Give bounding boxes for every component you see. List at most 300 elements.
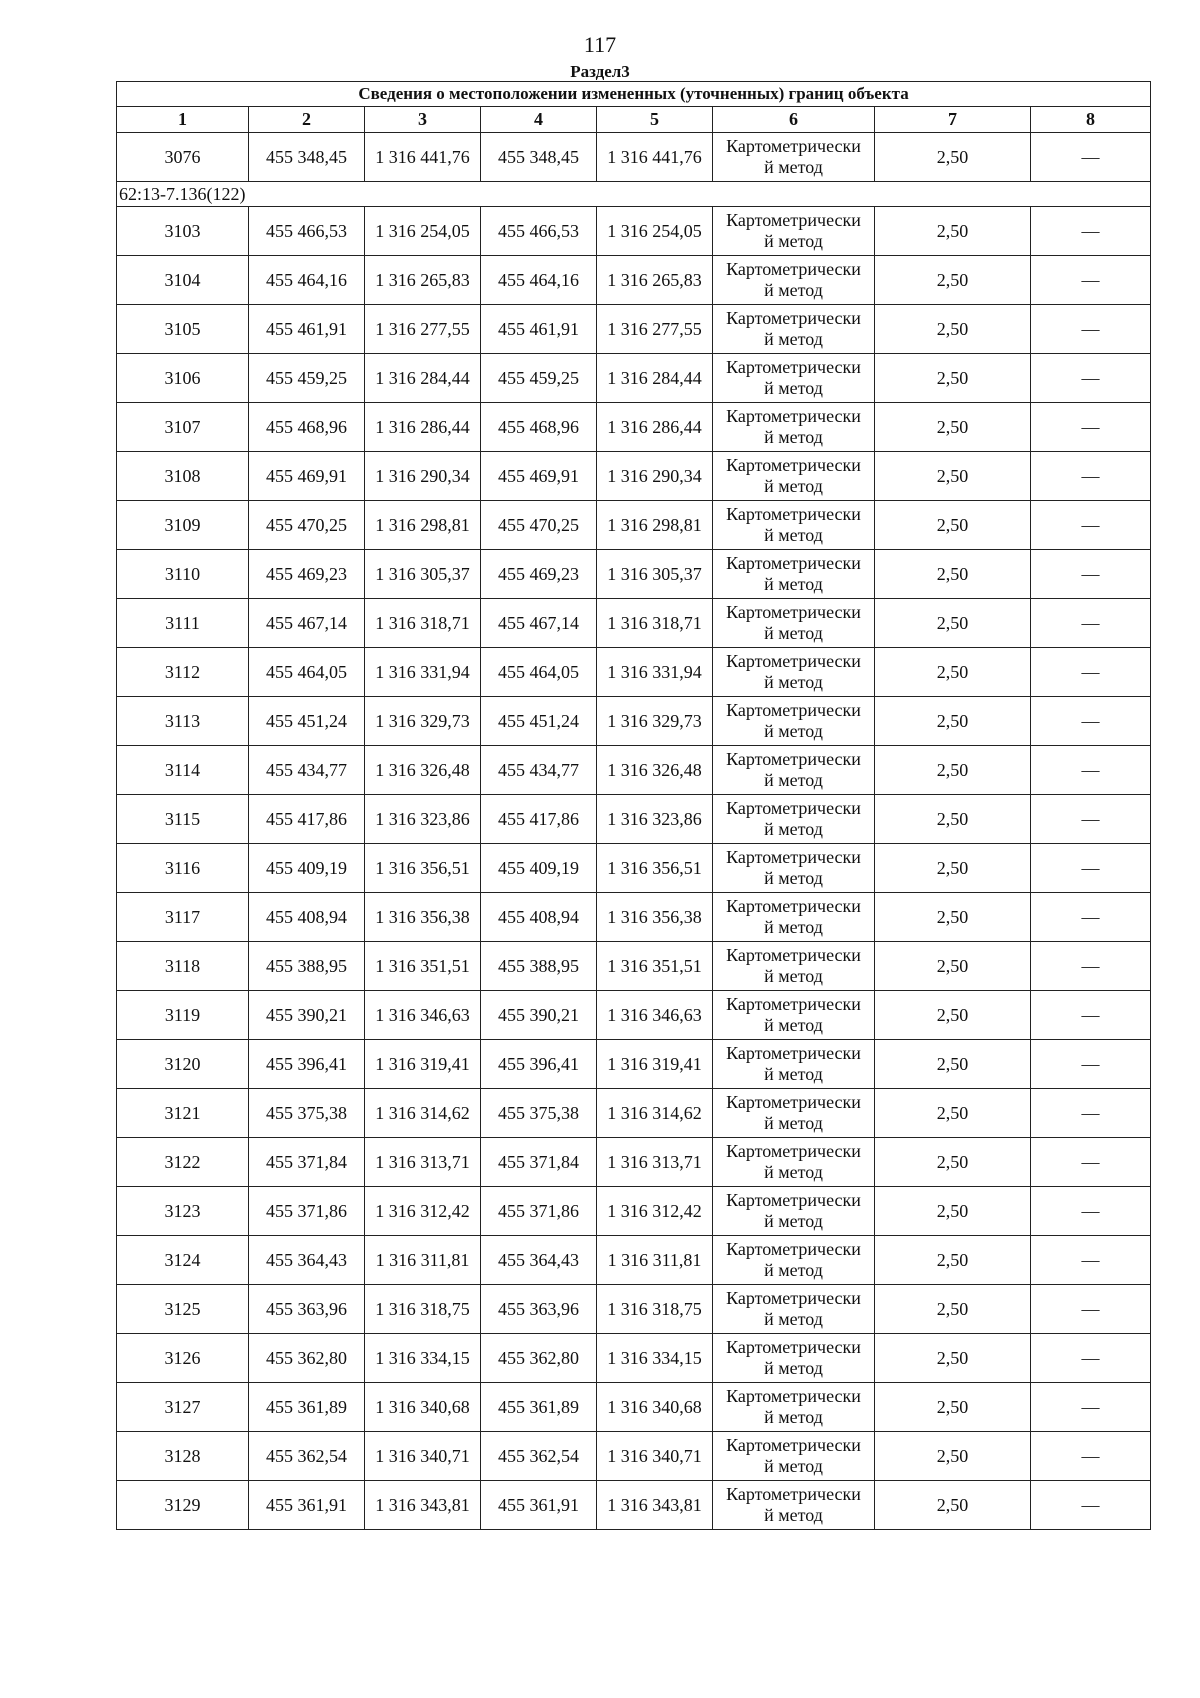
table-row	[117, 746, 1151, 795]
table-row	[117, 452, 1151, 501]
point-number-cell: 3114	[117, 746, 249, 795]
y-existing-cell: 1 316 277,55	[365, 305, 481, 354]
accuracy-cell: 2,50	[875, 305, 1031, 354]
point-number-cell: 3103	[117, 207, 249, 256]
method-cell	[713, 1187, 875, 1236]
y-existing-cell: 1 316 298,81	[365, 501, 481, 550]
column-header: 4	[481, 107, 597, 133]
table-caption-row	[117, 82, 1151, 107]
method-cell	[713, 1236, 875, 1285]
method-line-2: й метод	[764, 623, 823, 643]
y-existing-cell: 1 316 340,68	[365, 1383, 481, 1432]
note-cell: —	[1031, 305, 1151, 354]
accuracy-cell: 2,50	[875, 697, 1031, 746]
y-existing-cell: 1 316 318,75	[365, 1285, 481, 1334]
x-refined-cell: 455 361,91	[481, 1481, 597, 1530]
table-row	[117, 991, 1151, 1040]
y-existing-cell: 1 316 329,73	[365, 697, 481, 746]
note-cell: —	[1031, 1481, 1151, 1530]
table-row	[117, 795, 1151, 844]
x-existing-cell: 455 467,14	[249, 599, 365, 648]
y-refined-cell: 1 316 356,38	[597, 893, 713, 942]
y-refined-cell: 1 316 277,55	[597, 305, 713, 354]
y-refined-cell: 1 316 326,48	[597, 746, 713, 795]
x-refined-cell: 455 388,95	[481, 942, 597, 991]
table-row	[117, 893, 1151, 942]
y-existing-cell: 1 316 311,81	[365, 1236, 481, 1285]
x-existing-cell: 455 470,25	[249, 501, 365, 550]
y-refined-cell: 1 316 254,05	[597, 207, 713, 256]
note-cell: —	[1031, 942, 1151, 991]
point-number-cell: 3111	[117, 599, 249, 648]
x-refined-cell: 455 459,25	[481, 354, 597, 403]
method-cell	[713, 305, 875, 354]
table-row	[117, 501, 1151, 550]
method-line-2: й метод	[764, 1113, 823, 1133]
accuracy-cell: 2,50	[875, 1187, 1031, 1236]
x-existing-cell: 455 388,95	[249, 942, 365, 991]
method-cell	[713, 648, 875, 697]
method-cell	[713, 1383, 875, 1432]
y-refined-cell: 1 316 311,81	[597, 1236, 713, 1285]
x-refined-cell: 455 364,43	[481, 1236, 597, 1285]
x-existing-cell: 455 464,16	[249, 256, 365, 305]
x-refined-cell: 455 417,86	[481, 795, 597, 844]
table-row	[117, 1334, 1151, 1383]
page-number: 117	[583, 32, 617, 57]
note-cell: —	[1031, 1187, 1151, 1236]
y-refined-cell: 1 316 305,37	[597, 550, 713, 599]
x-refined-cell: 455 362,80	[481, 1334, 597, 1383]
method-line-2: й метод	[764, 672, 823, 692]
accuracy-cell: 2,50	[875, 354, 1031, 403]
y-refined-cell: 1 316 319,41	[597, 1040, 713, 1089]
method-line-1: Картометрически	[726, 1386, 861, 1406]
table-row	[117, 599, 1151, 648]
point-number-cell: 3129	[117, 1481, 249, 1530]
point-number-cell: 3116	[117, 844, 249, 893]
method-line-1: Картометрически	[726, 1239, 861, 1259]
x-existing-cell: 455 461,91	[249, 305, 365, 354]
accuracy-cell: 2,50	[875, 942, 1031, 991]
method-cell	[713, 1285, 875, 1334]
method-line-2: й метод	[764, 231, 823, 251]
table-row	[117, 403, 1151, 452]
x-existing-cell: 455 469,23	[249, 550, 365, 599]
note-cell: —	[1031, 133, 1151, 182]
point-number-cell: 3123	[117, 1187, 249, 1236]
point-number-cell: 3104	[117, 256, 249, 305]
y-refined-cell: 1 316 351,51	[597, 942, 713, 991]
y-existing-cell: 1 316 314,62	[365, 1089, 481, 1138]
point-number-cell: 3108	[117, 452, 249, 501]
method-line-2: й метод	[764, 868, 823, 888]
note-cell: —	[1031, 746, 1151, 795]
x-existing-cell: 455 464,05	[249, 648, 365, 697]
method-line-2: й метод	[764, 427, 823, 447]
y-existing-cell: 1 316 340,71	[365, 1432, 481, 1481]
point-number-cell: 3127	[117, 1383, 249, 1432]
method-cell	[713, 1089, 875, 1138]
point-number-cell: 3117	[117, 893, 249, 942]
table-row	[117, 1432, 1151, 1481]
accuracy-cell: 2,50	[875, 207, 1031, 256]
x-existing-cell: 455 375,38	[249, 1089, 365, 1138]
x-refined-cell: 455 390,21	[481, 991, 597, 1040]
column-header: 6	[713, 107, 875, 133]
note-cell: —	[1031, 599, 1151, 648]
y-refined-cell: 1 316 323,86	[597, 795, 713, 844]
method-line-1: Картометрически	[726, 994, 861, 1014]
x-existing-cell: 455 469,91	[249, 452, 365, 501]
x-existing-cell: 455 362,80	[249, 1334, 365, 1383]
x-existing-cell: 455 361,89	[249, 1383, 365, 1432]
method-line-1: Картометрически	[726, 1092, 861, 1112]
column-number-row	[117, 107, 1151, 133]
table-row	[117, 697, 1151, 746]
y-refined-cell: 1 316 286,44	[597, 403, 713, 452]
method-line-2: й метод	[764, 1015, 823, 1035]
accuracy-cell: 2,50	[875, 1383, 1031, 1432]
accuracy-cell: 2,50	[875, 893, 1031, 942]
point-number-cell: 3122	[117, 1138, 249, 1187]
accuracy-cell: 2,50	[875, 1285, 1031, 1334]
method-cell	[713, 942, 875, 991]
y-refined-cell: 1 316 334,15	[597, 1334, 713, 1383]
accuracy-cell: 2,50	[875, 550, 1031, 599]
method-line-2: й метод	[764, 1260, 823, 1280]
column-header: 8	[1031, 107, 1151, 133]
method-line-1: Картометрически	[726, 504, 861, 524]
method-line-1: Картометрически	[726, 1288, 861, 1308]
point-number-cell: 3110	[117, 550, 249, 599]
method-line-2: й метод	[764, 1505, 823, 1525]
method-line-1: Картометрически	[726, 553, 861, 573]
point-number-cell: 3118	[117, 942, 249, 991]
method-cell	[713, 1481, 875, 1530]
y-existing-cell: 1 316 254,05	[365, 207, 481, 256]
method-line-1: Картометрически	[726, 308, 861, 328]
column-header: 3	[365, 107, 481, 133]
table-row	[117, 256, 1151, 305]
method-line-2: й метод	[764, 1358, 823, 1378]
x-refined-cell: 455 464,16	[481, 256, 597, 305]
y-existing-cell: 1 316 356,38	[365, 893, 481, 942]
y-refined-cell: 1 316 329,73	[597, 697, 713, 746]
table-row	[117, 354, 1151, 403]
y-existing-cell: 1 316 343,81	[365, 1481, 481, 1530]
accuracy-cell: 2,50	[875, 1089, 1031, 1138]
table-row	[117, 1236, 1151, 1285]
x-refined-cell: 455 362,54	[481, 1432, 597, 1481]
method-line-2: й метод	[764, 329, 823, 349]
method-cell	[713, 697, 875, 746]
accuracy-cell: 2,50	[875, 1334, 1031, 1383]
x-refined-cell: 455 451,24	[481, 697, 597, 746]
point-number-cell: 3120	[117, 1040, 249, 1089]
y-refined-cell: 1 316 346,63	[597, 991, 713, 1040]
note-cell: —	[1031, 256, 1151, 305]
y-existing-cell: 1 316 313,71	[365, 1138, 481, 1187]
y-existing-cell: 1 316 334,15	[365, 1334, 481, 1383]
method-cell	[713, 746, 875, 795]
note-cell: —	[1031, 501, 1151, 550]
x-existing-cell: 455 408,94	[249, 893, 365, 942]
table-row	[117, 844, 1151, 893]
y-refined-cell: 1 316 331,94	[597, 648, 713, 697]
x-refined-cell: 455 468,96	[481, 403, 597, 452]
y-existing-cell: 1 316 346,63	[365, 991, 481, 1040]
method-line-2: й метод	[764, 525, 823, 545]
method-line-2: й метод	[764, 476, 823, 496]
y-refined-cell: 1 316 290,34	[597, 452, 713, 501]
parcel-group-row	[117, 182, 1151, 207]
y-refined-cell: 1 316 312,42	[597, 1187, 713, 1236]
note-cell: —	[1031, 1138, 1151, 1187]
note-cell: —	[1031, 1285, 1151, 1334]
x-refined-cell: 455 461,91	[481, 305, 597, 354]
method-cell	[713, 1334, 875, 1383]
note-cell: —	[1031, 452, 1151, 501]
table-row	[117, 133, 1151, 182]
table-row	[117, 1187, 1151, 1236]
note-cell: —	[1031, 1089, 1151, 1138]
method-line-2: й метод	[764, 770, 823, 790]
accuracy-cell: 2,50	[875, 1481, 1031, 1530]
accuracy-cell: 2,50	[875, 746, 1031, 795]
method-line-1: Картометрически	[726, 357, 861, 377]
note-cell: —	[1031, 1334, 1151, 1383]
accuracy-cell: 2,50	[875, 599, 1031, 648]
method-cell	[713, 550, 875, 599]
method-line-1: Картометрически	[726, 700, 861, 720]
accuracy-cell: 2,50	[875, 452, 1031, 501]
y-refined-cell: 1 316 318,71	[597, 599, 713, 648]
method-line-1: Картометрически	[726, 896, 861, 916]
point-number-cell: 3128	[117, 1432, 249, 1481]
x-refined-cell: 455 363,96	[481, 1285, 597, 1334]
method-line-1: Картометрически	[726, 798, 861, 818]
x-refined-cell: 455 408,94	[481, 893, 597, 942]
method-line-1: Картометрически	[726, 651, 861, 671]
point-number-cell: 3121	[117, 1089, 249, 1138]
method-cell	[713, 795, 875, 844]
note-cell: —	[1031, 1432, 1151, 1481]
accuracy-cell: 2,50	[875, 403, 1031, 452]
accuracy-cell: 2,50	[875, 795, 1031, 844]
y-refined-cell: 1 316 265,83	[597, 256, 713, 305]
note-cell: —	[1031, 550, 1151, 599]
point-number-cell: 3076	[117, 133, 249, 182]
y-existing-cell: 1 316 351,51	[365, 942, 481, 991]
x-existing-cell: 455 468,96	[249, 403, 365, 452]
method-line-1: Картометрически	[726, 210, 861, 230]
accuracy-cell: 2,50	[875, 256, 1031, 305]
x-existing-cell: 455 390,21	[249, 991, 365, 1040]
method-cell	[713, 844, 875, 893]
x-refined-cell: 455 470,25	[481, 501, 597, 550]
accuracy-cell: 2,50	[875, 1236, 1031, 1285]
method-line-2: й метод	[764, 574, 823, 594]
method-cell	[713, 256, 875, 305]
x-existing-cell: 455 371,84	[249, 1138, 365, 1187]
y-existing-cell: 1 316 441,76	[365, 133, 481, 182]
note-cell: —	[1031, 1383, 1151, 1432]
method-line-1: Картометрически	[726, 847, 861, 867]
y-existing-cell: 1 316 326,48	[365, 746, 481, 795]
x-refined-cell: 455 469,91	[481, 452, 597, 501]
x-refined-cell: 455 409,19	[481, 844, 597, 893]
method-line-1: Картометрически	[726, 749, 861, 769]
point-number-cell: 3119	[117, 991, 249, 1040]
x-existing-cell: 455 364,43	[249, 1236, 365, 1285]
y-refined-cell: 1 316 340,68	[597, 1383, 713, 1432]
note-cell: —	[1031, 893, 1151, 942]
note-cell: —	[1031, 648, 1151, 697]
method-cell	[713, 991, 875, 1040]
method-line-2: й метод	[764, 819, 823, 839]
x-refined-cell: 455 467,14	[481, 599, 597, 648]
point-number-cell: 3106	[117, 354, 249, 403]
method-line-1: Картометрически	[726, 259, 861, 279]
x-existing-cell: 455 396,41	[249, 1040, 365, 1089]
x-existing-cell: 455 434,77	[249, 746, 365, 795]
y-existing-cell: 1 316 265,83	[365, 256, 481, 305]
table-row	[117, 207, 1151, 256]
y-refined-cell: 1 316 356,51	[597, 844, 713, 893]
x-existing-cell: 455 361,91	[249, 1481, 365, 1530]
method-cell	[713, 1432, 875, 1481]
method-cell	[713, 452, 875, 501]
method-line-1: Картометрически	[726, 1141, 861, 1161]
method-cell	[713, 501, 875, 550]
y-existing-cell: 1 316 290,34	[365, 452, 481, 501]
accuracy-cell: 2,50	[875, 501, 1031, 550]
method-line-2: й метод	[764, 157, 823, 177]
note-cell: —	[1031, 403, 1151, 452]
table-caption: Сведения о местоположении измененных (уточненных) границ объекта	[117, 82, 1151, 107]
method-line-2: й метод	[764, 1456, 823, 1476]
note-cell: —	[1031, 844, 1151, 893]
method-line-1: Картометрически	[726, 602, 861, 622]
table-body	[117, 82, 1151, 1530]
point-number-cell: 3112	[117, 648, 249, 697]
x-refined-cell: 455 464,05	[481, 648, 597, 697]
method-line-2: й метод	[764, 966, 823, 986]
point-number-cell: 3105	[117, 305, 249, 354]
x-refined-cell: 455 371,84	[481, 1138, 597, 1187]
x-existing-cell: 455 409,19	[249, 844, 365, 893]
note-cell: —	[1031, 697, 1151, 746]
x-existing-cell: 455 417,86	[249, 795, 365, 844]
x-existing-cell: 455 466,53	[249, 207, 365, 256]
y-refined-cell: 1 316 441,76	[597, 133, 713, 182]
method-cell	[713, 133, 875, 182]
x-refined-cell: 455 434,77	[481, 746, 597, 795]
y-existing-cell: 1 316 356,51	[365, 844, 481, 893]
method-line-2: й метод	[764, 917, 823, 937]
x-refined-cell: 455 361,89	[481, 1383, 597, 1432]
method-line-2: й метод	[764, 721, 823, 741]
parcel-number: 62:13-7.136(122)	[117, 182, 1151, 207]
y-refined-cell: 1 316 313,71	[597, 1138, 713, 1187]
accuracy-cell: 2,50	[875, 1040, 1031, 1089]
y-refined-cell: 1 316 284,44	[597, 354, 713, 403]
method-line-2: й метод	[764, 1064, 823, 1084]
accuracy-cell: 2,50	[875, 1432, 1031, 1481]
method-line-2: й метод	[764, 378, 823, 398]
method-cell	[713, 1040, 875, 1089]
method-line-1: Картометрически	[726, 1435, 861, 1455]
x-existing-cell: 455 451,24	[249, 697, 365, 746]
y-existing-cell: 1 316 286,44	[365, 403, 481, 452]
note-cell: —	[1031, 354, 1151, 403]
method-cell	[713, 893, 875, 942]
note-cell: —	[1031, 795, 1151, 844]
y-existing-cell: 1 316 319,41	[365, 1040, 481, 1089]
method-line-1: Картометрически	[726, 1190, 861, 1210]
table-row	[117, 1089, 1151, 1138]
y-existing-cell: 1 316 331,94	[365, 648, 481, 697]
x-existing-cell: 455 362,54	[249, 1432, 365, 1481]
point-number-cell: 3126	[117, 1334, 249, 1383]
y-existing-cell: 1 316 312,42	[365, 1187, 481, 1236]
x-refined-cell: 455 371,86	[481, 1187, 597, 1236]
note-cell: —	[1031, 991, 1151, 1040]
method-line-1: Картометрически	[726, 455, 861, 475]
y-existing-cell: 1 316 305,37	[365, 550, 481, 599]
method-cell	[713, 207, 875, 256]
method-line-1: Картометрически	[726, 945, 861, 965]
method-line-1: Картометрически	[726, 136, 861, 156]
point-number-cell: 3113	[117, 697, 249, 746]
column-header: 1	[117, 107, 249, 133]
method-line-1: Картометрически	[726, 1043, 861, 1063]
method-line-2: й метод	[764, 280, 823, 300]
x-existing-cell: 455 363,96	[249, 1285, 365, 1334]
x-refined-cell: 455 466,53	[481, 207, 597, 256]
point-number-cell: 3124	[117, 1236, 249, 1285]
column-header: 5	[597, 107, 713, 133]
x-refined-cell: 455 348,45	[481, 133, 597, 182]
table-row	[117, 1040, 1151, 1089]
y-refined-cell: 1 316 318,75	[597, 1285, 713, 1334]
accuracy-cell: 2,50	[875, 844, 1031, 893]
accuracy-cell: 2,50	[875, 648, 1031, 697]
table-row	[117, 1383, 1151, 1432]
point-number-cell: 3115	[117, 795, 249, 844]
method-line-1: Картометрически	[726, 1484, 861, 1504]
column-header: 2	[249, 107, 365, 133]
table-row	[117, 942, 1151, 991]
x-refined-cell: 455 469,23	[481, 550, 597, 599]
y-refined-cell: 1 316 343,81	[597, 1481, 713, 1530]
table-row	[117, 550, 1151, 599]
point-number-cell: 3109	[117, 501, 249, 550]
x-existing-cell: 455 348,45	[249, 133, 365, 182]
point-number-cell: 3107	[117, 403, 249, 452]
y-refined-cell: 1 316 340,71	[597, 1432, 713, 1481]
table-row	[117, 1138, 1151, 1187]
method-line-2: й метод	[764, 1407, 823, 1427]
table-row	[117, 648, 1151, 697]
x-refined-cell: 455 375,38	[481, 1089, 597, 1138]
boundary-coordinates-table	[116, 81, 1151, 1530]
method-line-1: Картометрически	[726, 406, 861, 426]
method-cell	[713, 354, 875, 403]
y-refined-cell: 1 316 314,62	[597, 1089, 713, 1138]
method-line-2: й метод	[764, 1211, 823, 1231]
